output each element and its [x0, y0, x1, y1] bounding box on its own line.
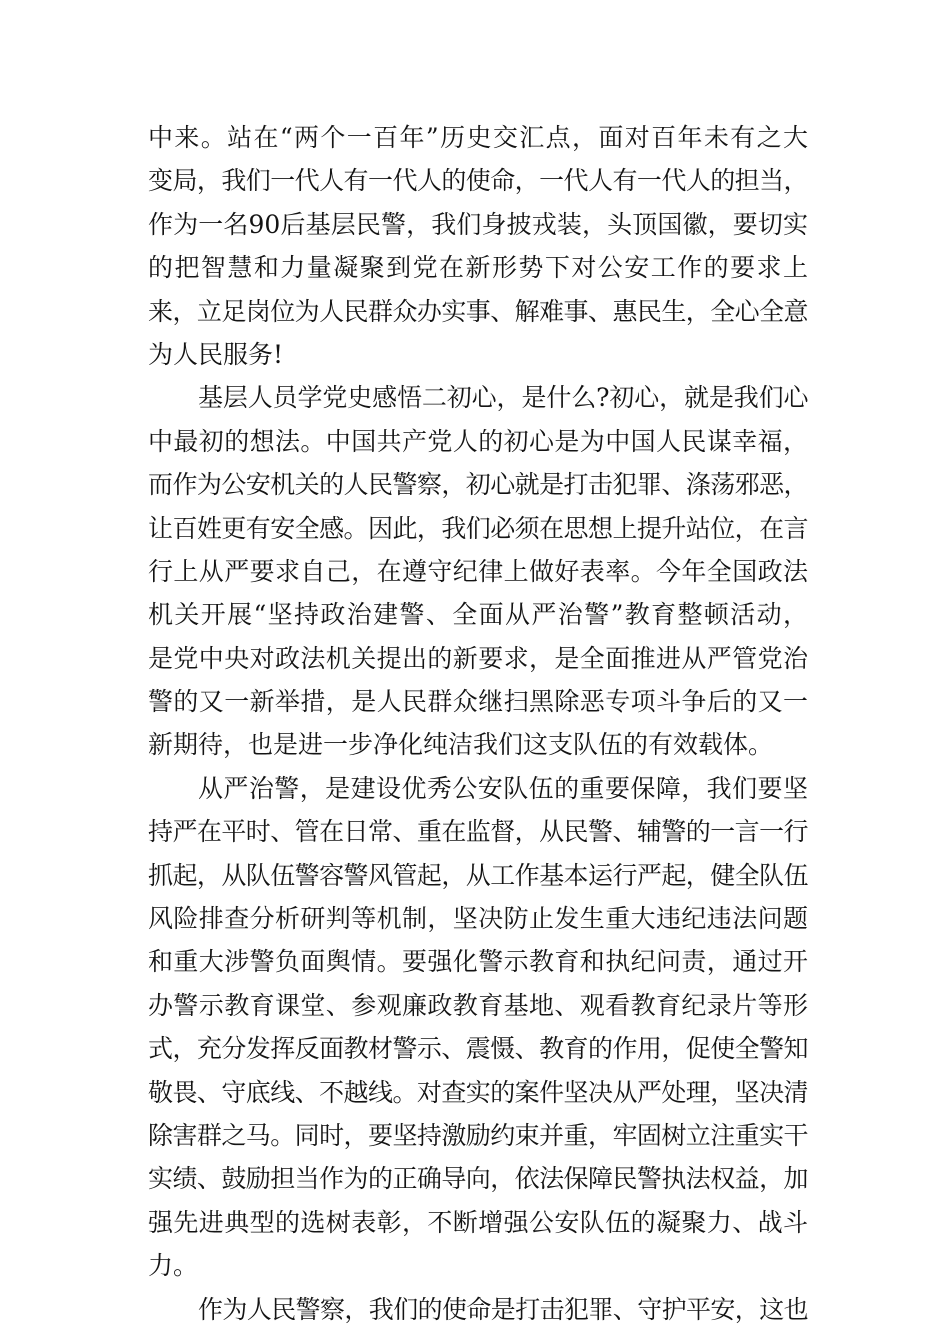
text-line: 是党中央对政法机关提出的新要求，是全面推进从严管党治 [148, 643, 808, 673]
text-line: 变局，我们一代人有一代人的使命，一代人有一代人的担当， [148, 166, 809, 196]
text-line: 警的又一新举措，是人民群众继扫黑除恶专项斗争后的又一 [148, 687, 808, 717]
text-line: 办警示教育课堂、参观廉政教育基地、观看教育纪录片等形 [148, 990, 808, 1020]
text-line: 风险排查分析研判等机制，坚决防止发生重大违纪违法问题 [148, 904, 808, 934]
text-line: 作为一名90后基层民警，我们身披戎装，头顶国徽，要切实 [148, 209, 808, 239]
text-line: 机关开展“坚持政治建警、全面从严治警”教育整顿活动， [148, 600, 808, 630]
text-line: 式，充分发挥反面教材警示、震慑、教育的作用，促使全警知 [148, 1034, 809, 1064]
text-line: 新期待，也是进一步净化纯洁我们这支队伍的有效载体。 [148, 730, 774, 760]
text-line: 行上从严要求自己，在遵守纪律上做好表率。今年全国政法 [148, 556, 808, 586]
text-line: 为人民服务! [148, 339, 284, 369]
text-line: 持严在平时、管在日常、重在监督，从民警、辅警的一言一行 [148, 817, 809, 847]
text-line: 敬畏、守底线、不越线。对查实的案件坚决从严处理，坚决清 [148, 1077, 809, 1107]
text-line: 中来。站在“两个一百年”历史交汇点，面对百年未有之大 [148, 123, 808, 152]
text-line: 让百姓更有安全感。因此，我们必须在思想上提升站位，在言 [148, 513, 809, 543]
text-line: 抓起，从队伍警容警风管起，从工作基本运行严起，健全队伍 [148, 860, 809, 890]
text-line: 的把智慧和力量凝聚到党在新形势下对公安工作的要求上 [148, 253, 808, 283]
text-line: 和重大涉警负面舆情。要强化警示教育和执纪问责，通过开 [148, 947, 808, 977]
paragraph-start-line: 作为人民警察，我们的使命是打击犯罪、守护平安，这也 [198, 1294, 809, 1324]
paragraph-start-line: 基层人员学党史感悟二初心，是什么?初心，就是我们心 [198, 383, 809, 413]
text-line: 除害群之马。同时，要坚持激励约束并重，牢固树立注重实干 [148, 1120, 809, 1150]
text-line: 而作为公安机关的人民警察，初心就是打击犯罪、涤荡邪恶， [148, 470, 809, 500]
text-line: 强先进典型的选树表彰，不断增强公安队伍的凝聚力、战斗 [148, 1207, 808, 1237]
text-line: 力。 [148, 1251, 199, 1281]
text-line: 来，立足岗位为人民群众办实事、解难事、惠民生，全心全意 [148, 296, 809, 326]
text-line: 中最初的想法。中国共产党人的初心是为中国人民谋幸福， [148, 426, 808, 456]
paragraph-start-line: 从严治警，是建设优秀公安队伍的重要保障，我们要坚 [198, 773, 808, 803]
text-line: 实绩、鼓励担当作为的正确导向，依法保障民警执法权益，加 [148, 1164, 809, 1194]
body-text [148, 116, 808, 1331]
